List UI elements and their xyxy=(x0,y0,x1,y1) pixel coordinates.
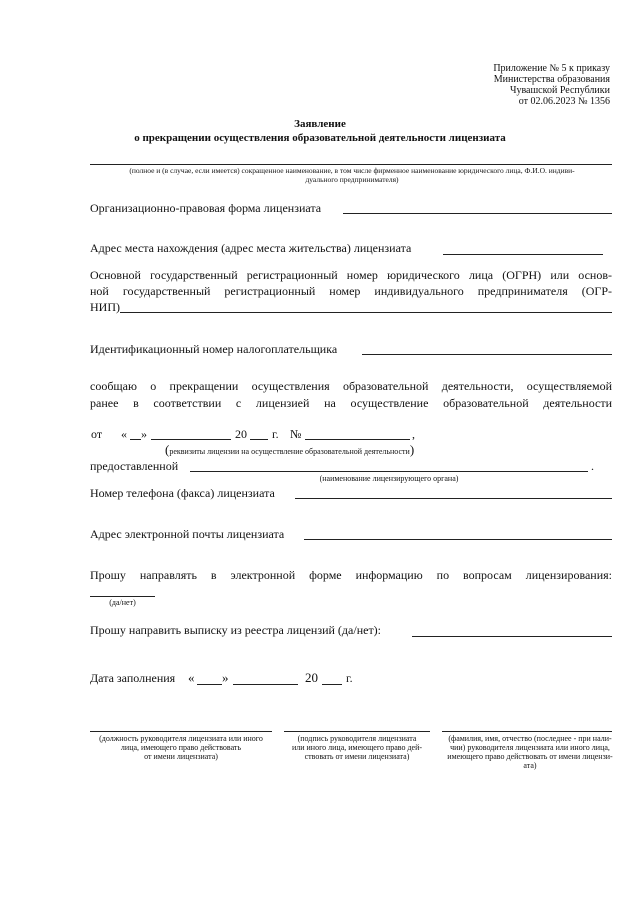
header-line: Чувашской Республики xyxy=(509,85,610,96)
requisites-note-text: реквизиты лицензии на осуществление образовательной деятельности xyxy=(169,447,410,456)
full-name-note-line: ата) xyxy=(523,761,537,770)
signature-line[interactable] xyxy=(284,731,430,732)
address-label: Адрес места нахождения (адрес места жительства) лицензиата xyxy=(90,241,412,255)
full-name-note-line: (фамилия, имя, отчество (последнее - при нали- xyxy=(448,734,612,743)
position-note-line: от имени лицензиата) xyxy=(144,752,218,761)
email-input-line[interactable] xyxy=(304,539,612,540)
signature-note xyxy=(280,734,434,761)
position-signature-line[interactable] xyxy=(90,731,272,732)
quote-close: » xyxy=(141,427,147,441)
quote-open: « xyxy=(121,427,127,441)
name-note-line: дуального предпринимателя) xyxy=(305,174,399,184)
ogrn-label-line: НИП) xyxy=(90,300,120,314)
ogrn-label-line: Основной государственный регистрационный номер юридического лица (ОГРН) или основ- xyxy=(90,268,612,282)
position-note xyxy=(86,734,276,761)
email-label: Адрес электронной почты лицензиата xyxy=(90,527,285,541)
statement-line: сообщаю о прекращении осуществления образовательной деятельности, осуществляемой xyxy=(90,379,612,393)
requisites-note xyxy=(165,443,414,459)
statement-line: ранее в соответствии с лицензией на осуществление образовательной деятельности xyxy=(90,396,612,410)
paren-open: ( xyxy=(165,442,170,457)
org-form-input-line[interactable] xyxy=(343,213,612,214)
name-input-line[interactable] xyxy=(90,164,612,165)
ogrn-input-line[interactable] xyxy=(120,312,612,313)
inn-label: Идентификационный номер налогоплательщика xyxy=(90,342,338,356)
period: . xyxy=(591,459,594,473)
name-note-line: (полное и (в случае, если имеется) сокращенное наименование, в том числе фирменное наименование юридического лица, Ф.И.О. индиви- xyxy=(129,166,575,175)
name-note xyxy=(92,167,612,184)
phone-label: Номер телефона (факса) лицензиата xyxy=(90,486,275,500)
number-sign: № xyxy=(290,427,302,441)
phone-input-line[interactable] xyxy=(295,498,612,499)
document-header xyxy=(493,63,610,107)
fill-year-suffix: г. xyxy=(346,671,353,685)
paren-close: ) xyxy=(409,442,415,457)
fill-date-quote-close: » xyxy=(222,670,229,685)
fill-month-input[interactable] xyxy=(233,684,298,685)
org-form-label: Организационно-правовая форма лицензиата xyxy=(90,201,322,215)
extract-yes-no-input[interactable] xyxy=(412,636,612,637)
provided-label: предоставленной xyxy=(90,459,179,473)
ogrn-label-line: ной государственный регистрационный номер индивидуального предпринимателя (ОГР- xyxy=(90,284,612,298)
extract-request-label: Прошу направить выписку из реестра лицензий (да/нет): xyxy=(90,623,382,637)
license-year-input[interactable] xyxy=(250,439,268,440)
licensing-body-input-line[interactable] xyxy=(190,471,588,472)
full-name-line[interactable] xyxy=(442,731,612,732)
position-note-line: (должность руководителя лицензиата или иного xyxy=(99,734,263,743)
yes-no-note: (да/нет) xyxy=(109,598,136,607)
licensing-body-note: (наименование лицензирующего органа) xyxy=(319,474,459,483)
license-number-input[interactable] xyxy=(305,439,410,440)
document-subtitle: о прекращении осуществления образовательной деятельности лицензиата xyxy=(134,132,506,144)
signature-note-line: или иного лица, имеющего право дей- xyxy=(291,743,423,752)
date-from-label: от xyxy=(91,427,103,441)
electronic-yes-no-input[interactable] xyxy=(90,596,155,597)
full-name-note-line: чии) руководителя лицензиата или иного лица, xyxy=(450,743,610,752)
year-suffix: г. xyxy=(272,427,279,441)
header-line: от 02.06.2023 № 1356 xyxy=(518,96,610,107)
electronic-request-label: Прошу направлять в электронной форме информацию по вопросам лицензирования: xyxy=(90,568,612,582)
fill-date-label: Дата заполнения xyxy=(90,671,176,685)
license-day-input[interactable] xyxy=(130,439,141,440)
full-name-note xyxy=(438,734,622,770)
fill-day-input[interactable] xyxy=(197,684,222,685)
license-month-input[interactable] xyxy=(151,439,231,440)
header-line: Министерства образования xyxy=(493,74,610,85)
fill-date-quote-open: « xyxy=(188,670,195,685)
fill-year-input[interactable] xyxy=(322,684,342,685)
inn-input-line[interactable] xyxy=(362,354,612,355)
year-prefix: 20 xyxy=(235,427,247,441)
signature-note-line: ствовать от имени лицензиата) xyxy=(304,752,410,761)
position-note-line: лица, имеющего право действовать xyxy=(120,743,242,752)
address-input-line[interactable] xyxy=(443,254,603,255)
document-title: Заявление xyxy=(294,118,346,130)
signature-note-line: (подпись руководителя лицензиата xyxy=(297,734,417,743)
header-line: Приложение № 5 к приказу xyxy=(493,63,610,74)
fill-year-prefix: 20 xyxy=(305,670,318,685)
comma: , xyxy=(412,427,415,441)
full-name-note-line: имеющего право действовать от имени лицензи- xyxy=(447,752,613,761)
